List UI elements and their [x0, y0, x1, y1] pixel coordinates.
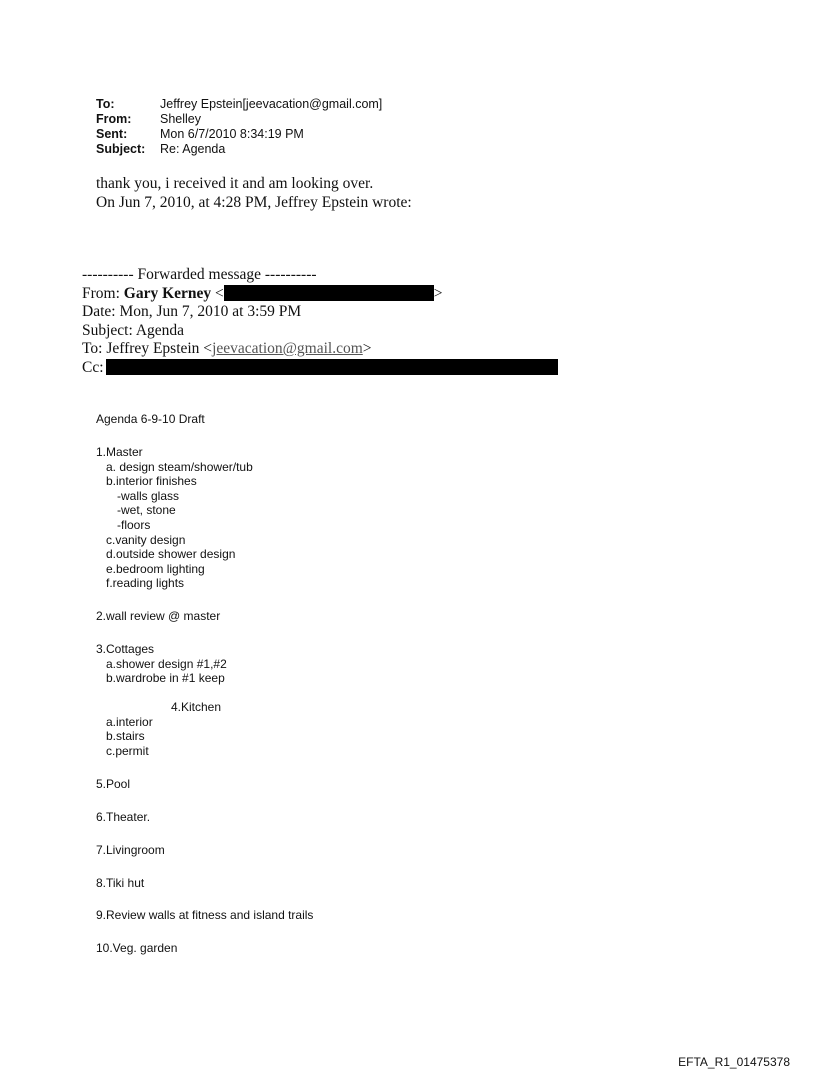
agenda-subitem: -walls glass [117, 488, 180, 503]
forward-cc-line [82, 359, 558, 378]
agenda-subitem: b.stairs [106, 729, 145, 744]
reply-body [96, 174, 412, 212]
forward-to-email-link[interactable]: jeevacation@gmail.com [212, 340, 363, 357]
from-value: Shelley [160, 112, 201, 126]
forwarded-message [82, 266, 558, 377]
agenda-subitem: a.shower design #1,#2 [106, 656, 227, 671]
agenda-section-kitchen [96, 700, 221, 758]
agenda-item: 3.Cottages [96, 642, 155, 656]
agenda-item: 10.Veg. garden [96, 941, 178, 955]
agenda-title: Agenda 6-9-10 Draft [96, 412, 205, 426]
agenda-subitem: d.outside shower design [106, 547, 236, 562]
header-to-row [96, 97, 382, 112]
reply-line-2: On Jun 7, 2010, at 4:28 PM, Jeffrey Epstein wrote: [96, 194, 412, 211]
redaction-block [106, 359, 558, 375]
forward-from-name: Gary Kerney [123, 284, 212, 302]
redaction-block [224, 285, 434, 301]
header-from-row [96, 112, 382, 127]
header-subject-row [96, 142, 382, 157]
forward-from-gt: > [433, 284, 443, 302]
agenda-item: 7.Livingroom [96, 843, 165, 857]
agenda-subitem: b.interior finishes [106, 474, 197, 489]
document-id: EFTA_R1_01475378 [678, 1055, 790, 1069]
subject-label: Subject: [96, 142, 146, 156]
agenda-subitem: f.reading lights [106, 576, 185, 591]
agenda-subitem: -floors [117, 517, 151, 532]
agenda-subitem: b.wardrobe in #1 keep [106, 671, 225, 686]
agenda-item: 2.wall review @ master [96, 609, 221, 623]
forward-to-suffix: > [362, 340, 372, 357]
agenda-item: 9.Review walls at fitness and island trails [96, 908, 314, 922]
subject-value: Re: Agenda [160, 142, 226, 156]
email-header [96, 97, 382, 157]
agenda-subitem: c.vanity design [106, 532, 186, 547]
agenda-subitem: a.interior [106, 714, 153, 729]
agenda-subitem: a. design steam/shower/tub [106, 459, 253, 474]
reply-line-1: thank you, i received it and am looking over. [96, 175, 374, 192]
agenda-subitem: e.bedroom lighting [106, 561, 205, 576]
forward-date-line: Date: Mon, Jun 7, 2010 at 3:59 PM [82, 303, 302, 320]
from-label: From: [96, 112, 132, 126]
sent-value: Mon 6/7/2010 8:34:19 PM [160, 127, 304, 141]
agenda-subitem: c.permit [106, 743, 149, 758]
agenda-section-cottages [96, 642, 227, 686]
agenda-item: 1.Master [96, 445, 143, 459]
agenda-subitem: -wet, stone [117, 503, 176, 518]
agenda-item: 8.Tiki hut [96, 876, 145, 890]
header-sent-row [96, 127, 382, 142]
agenda-item: 4.Kitchen [171, 700, 222, 714]
forward-from-prefix: From: [82, 284, 124, 302]
forward-cc-prefix: Cc: [82, 358, 104, 376]
forward-to-line [82, 340, 558, 359]
forward-subject-line: Subject: Agenda [82, 321, 185, 339]
forward-from-line [82, 285, 558, 304]
sent-label: Sent: [96, 127, 128, 141]
to-value: Jeffrey Epstein[jeevacation@gmail.com] [160, 97, 383, 111]
forward-to-prefix: To: Jeffrey Epstein < [82, 340, 213, 357]
to-label: To: [96, 97, 115, 111]
agenda-section-master [96, 445, 253, 591]
agenda-item: 5.Pool [96, 777, 131, 791]
agenda-item: 6.Theater. [96, 810, 151, 824]
forward-separator: ---------- Forwarded message ---------- [82, 266, 317, 283]
forward-from-lt: < [215, 284, 224, 302]
